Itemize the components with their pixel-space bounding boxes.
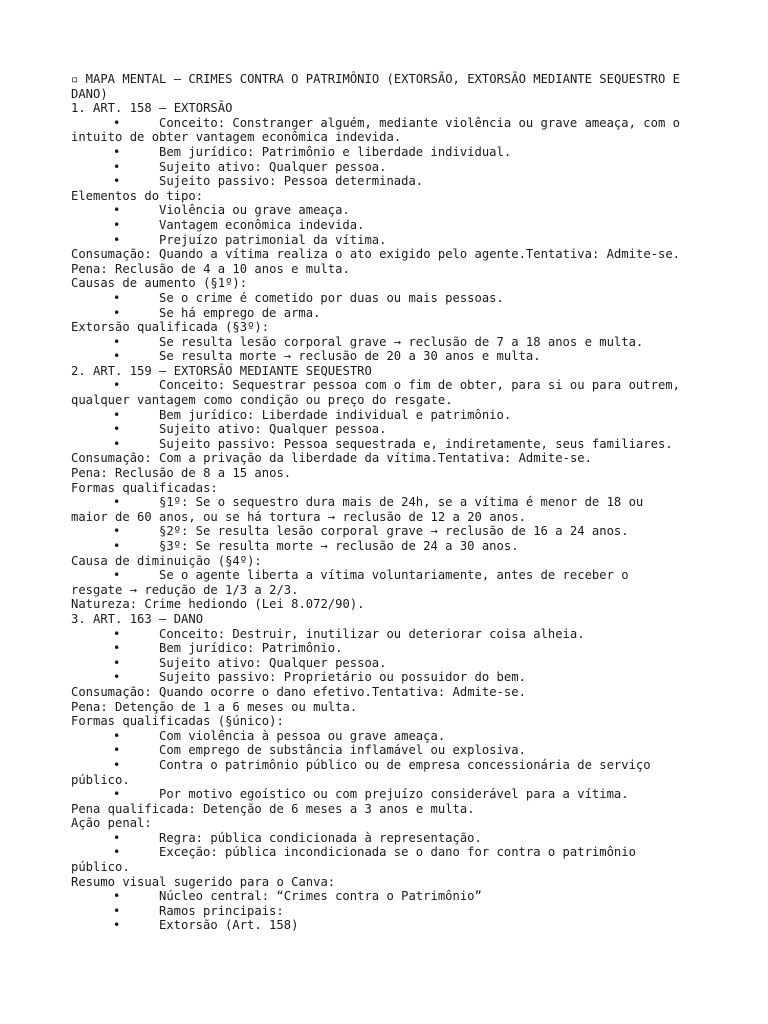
bullet-text: Exceção: pública incondicionada se o dano for contra o patrimônio	[159, 845, 636, 860]
text-line: Pena: Reclusão de 4 a 10 anos e multa.	[71, 261, 350, 276]
bullet-item	[71, 145, 701, 160]
text-line: Pena: Reclusão de 8 a 15 anos.	[71, 466, 292, 481]
bullet-text: Sujeito ativo: Qualquer pessoa.	[159, 422, 387, 437]
bullet-continuation: maior de 60 anos, ou se há tortura → reclusão de 12 a 20 anos.	[71, 509, 526, 524]
text-line: Pena: Detenção de 1 a 6 meses ou multa.	[71, 699, 358, 714]
bullet-item	[71, 670, 701, 685]
bullet-item	[71, 845, 701, 860]
bullet-text: Vantagem econômica indevida.	[159, 217, 365, 232]
bullet-icon: •	[113, 334, 121, 349]
bullet-item	[71, 306, 701, 321]
bullet-item	[71, 918, 701, 933]
text-line: 2. ART. 159 – EXTORSÃO MEDIANTE SEQUESTRO	[71, 363, 372, 378]
bullet-icon: •	[113, 743, 121, 758]
bullet-item	[71, 495, 701, 510]
bullet-text: Conceito: Constranger alguém, mediante violência ou grave ameaça, com o	[159, 115, 680, 130]
bullet-icon: •	[113, 845, 121, 860]
bullet-continuation: resgate → redução de 1/3 a 2/3.	[71, 582, 299, 597]
bullet-item	[71, 378, 701, 393]
bullet-text: Com violência à pessoa ou grave ameaça.	[159, 728, 446, 743]
text-line: 3. ART. 163 – DANO	[71, 611, 204, 626]
bullet-text: Sujeito ativo: Qualquer pessoa.	[159, 159, 387, 174]
document-page	[71, 72, 701, 933]
bullet-item	[71, 627, 701, 642]
bullet-icon: •	[113, 217, 121, 232]
bullet-icon: •	[113, 830, 121, 845]
text-line: Natureza: Crime hediondo (Lei 8.072/90).	[71, 597, 365, 612]
bullet-icon: •	[113, 903, 121, 918]
text-line: Consumação: Quando ocorre o dano efetivo.Tentativa: Admite-se.	[71, 684, 526, 699]
bullet-item	[71, 233, 701, 248]
text-line: ▫ MAPA MENTAL – CRIMES CONTRA O PATRIMÔNIO (EXTORSÃO, EXTORSÃO MEDIANTE SEQUESTRO E DANO)	[71, 72, 688, 101]
bullet-text: Sujeito passivo: Pessoa determinada.	[159, 174, 424, 189]
bullet-text: Regra: pública condicionada à representação.	[159, 830, 482, 845]
bullet-text: Extorsão (Art. 158)	[159, 918, 299, 933]
bullet-icon: •	[113, 422, 121, 437]
bullet-icon: •	[113, 670, 121, 685]
bullet-icon: •	[113, 232, 121, 247]
bullet-item	[71, 904, 701, 919]
text-line: Formas qualificadas:	[71, 480, 218, 495]
bullet-text: Por motivo egoístico ou com prejuízo considerável para a vítima.	[159, 787, 629, 802]
text-line: 1. ART. 158 – EXTORSÃO	[71, 101, 233, 116]
bullet-text: Bem jurídico: Patrimônio e liberdade individual.	[159, 144, 512, 159]
bullet-icon: •	[113, 524, 121, 539]
bullet-text: Se o crime é cometido por duas ou mais pessoas.	[159, 290, 504, 305]
text-line: Elementos do tipo:	[71, 188, 204, 203]
bullet-text: Sujeito passivo: Proprietário ou possuidor do bem.	[159, 670, 526, 685]
bullet-item	[71, 174, 701, 189]
bullet-icon: •	[113, 655, 121, 670]
bullet-icon: •	[113, 349, 121, 364]
bullet-icon: •	[113, 757, 121, 772]
bullet-icon: •	[113, 305, 121, 320]
bullet-icon: •	[113, 378, 121, 393]
text-line: Pena qualificada: Detenção de 6 meses a 3 anos e multa.	[71, 801, 475, 816]
text-line: Resumo visual sugerido para o Canva:	[71, 874, 336, 889]
bullet-icon: •	[113, 787, 121, 802]
text-line: Consumação: Com a privação da liberdade da vítima.Tentativa: Admite-se.	[71, 451, 592, 466]
bullet-icon: •	[113, 889, 121, 904]
bullet-text: Conceito: Sequestrar pessoa com o fim de obter, para si ou para outrem,	[159, 378, 680, 393]
bullet-text: §2º: Se resulta lesão corporal grave → reclusão de 16 a 24 anos.	[159, 524, 629, 539]
bullet-text: Conceito: Destruir, inutilizar ou deteriorar coisa alheia.	[159, 626, 585, 641]
bullet-item	[71, 641, 701, 656]
bullet-text: Sujeito ativo: Qualquer pessoa.	[159, 655, 387, 670]
bullet-item	[71, 291, 701, 306]
bullet-item	[71, 831, 701, 846]
bullet-text: Prejuízo patrimonial da vítima.	[159, 232, 387, 247]
bullet-icon: •	[113, 203, 121, 218]
bullet-text: Se o agente liberta a vítima voluntariamente, antes de receber o	[159, 568, 629, 583]
bullet-item	[71, 539, 701, 554]
bullet-item	[71, 743, 701, 758]
bullet-icon: •	[113, 407, 121, 422]
text-line: Ação penal:	[71, 816, 152, 831]
bullet-icon: •	[113, 918, 121, 933]
bullet-icon: •	[113, 539, 121, 553]
bullet-item	[71, 335, 701, 350]
bullet-text: Violência ou grave ameaça.	[159, 203, 350, 218]
bullet-text: Bem jurídico: Liberdade individual e patrimônio.	[159, 407, 512, 422]
bullet-item	[71, 437, 701, 452]
text-line: Consumação: Quando a vítima realiza o ato exigido pelo agente.Tentativa: Admite-se.	[71, 247, 681, 262]
bullet-text: §1º: Se o sequestro dura mais de 24h, se a vítima é menor de 18 ou	[159, 495, 644, 510]
bullet-text: Sujeito passivo: Pessoa sequestrada e, indiretamente, seus familiares.	[159, 436, 673, 451]
bullet-continuation: público.	[71, 772, 130, 787]
bullet-item	[71, 116, 701, 131]
text-line: Causas de aumento (§1º):	[71, 276, 248, 291]
bullet-continuation: qualquer vantagem como condição ou preço do resgate.	[71, 393, 453, 408]
bullet-text: Com emprego de substância inflamável ou explosiva.	[159, 743, 526, 758]
bullet-icon: •	[113, 626, 121, 641]
bullet-item	[71, 203, 701, 218]
bullet-icon: •	[113, 568, 121, 583]
bullet-item	[71, 422, 701, 437]
text-line: Formas qualificadas (§único):	[71, 714, 284, 729]
bullet-item	[71, 408, 701, 423]
bullet-icon: •	[113, 641, 121, 656]
bullet-text: Se resulta lesão corporal grave → reclusão de 7 a 18 anos e multa.	[159, 334, 644, 349]
bullet-continuation: intuito de obter vantagem econômica indevida.	[71, 130, 402, 145]
bullet-text: Ramos principais:	[159, 903, 284, 918]
bullet-icon: •	[113, 144, 121, 159]
bullet-icon: •	[113, 495, 121, 510]
bullet-text: Se há emprego de arma.	[159, 305, 321, 320]
bullet-item	[71, 656, 701, 671]
bullet-text: Se resulta morte → reclusão de 20 a 30 anos e multa.	[159, 349, 541, 364]
bullet-continuation: público.	[71, 860, 130, 875]
bullet-text: Contra o patrimônio público ou de empresa concessionária de serviço	[159, 757, 651, 772]
bullet-icon: •	[113, 159, 121, 174]
bullet-text: §3º: Se resulta morte → reclusão de 24 a 30 anos.	[159, 539, 519, 553]
text-line: Causa de diminuição (§4º):	[71, 553, 262, 568]
bullet-item	[71, 729, 701, 744]
bullet-icon: •	[113, 436, 121, 451]
bullet-item	[71, 758, 701, 773]
bullet-item	[71, 787, 701, 802]
bullet-item	[71, 889, 701, 904]
bullet-item	[71, 568, 701, 583]
bullet-item	[71, 218, 701, 233]
bullet-item	[71, 160, 701, 175]
bullet-text: Núcleo central: “Crimes contra o Patrimônio”	[159, 889, 482, 904]
text-line: Extorsão qualificada (§3º):	[71, 320, 270, 335]
bullet-text: Bem jurídico: Patrimônio.	[159, 641, 343, 656]
bullet-icon: •	[113, 115, 121, 130]
bullet-item	[71, 524, 701, 539]
bullet-item	[71, 349, 701, 364]
bullet-icon: •	[113, 290, 121, 305]
bullet-icon: •	[113, 728, 121, 743]
bullet-icon: •	[113, 174, 121, 189]
